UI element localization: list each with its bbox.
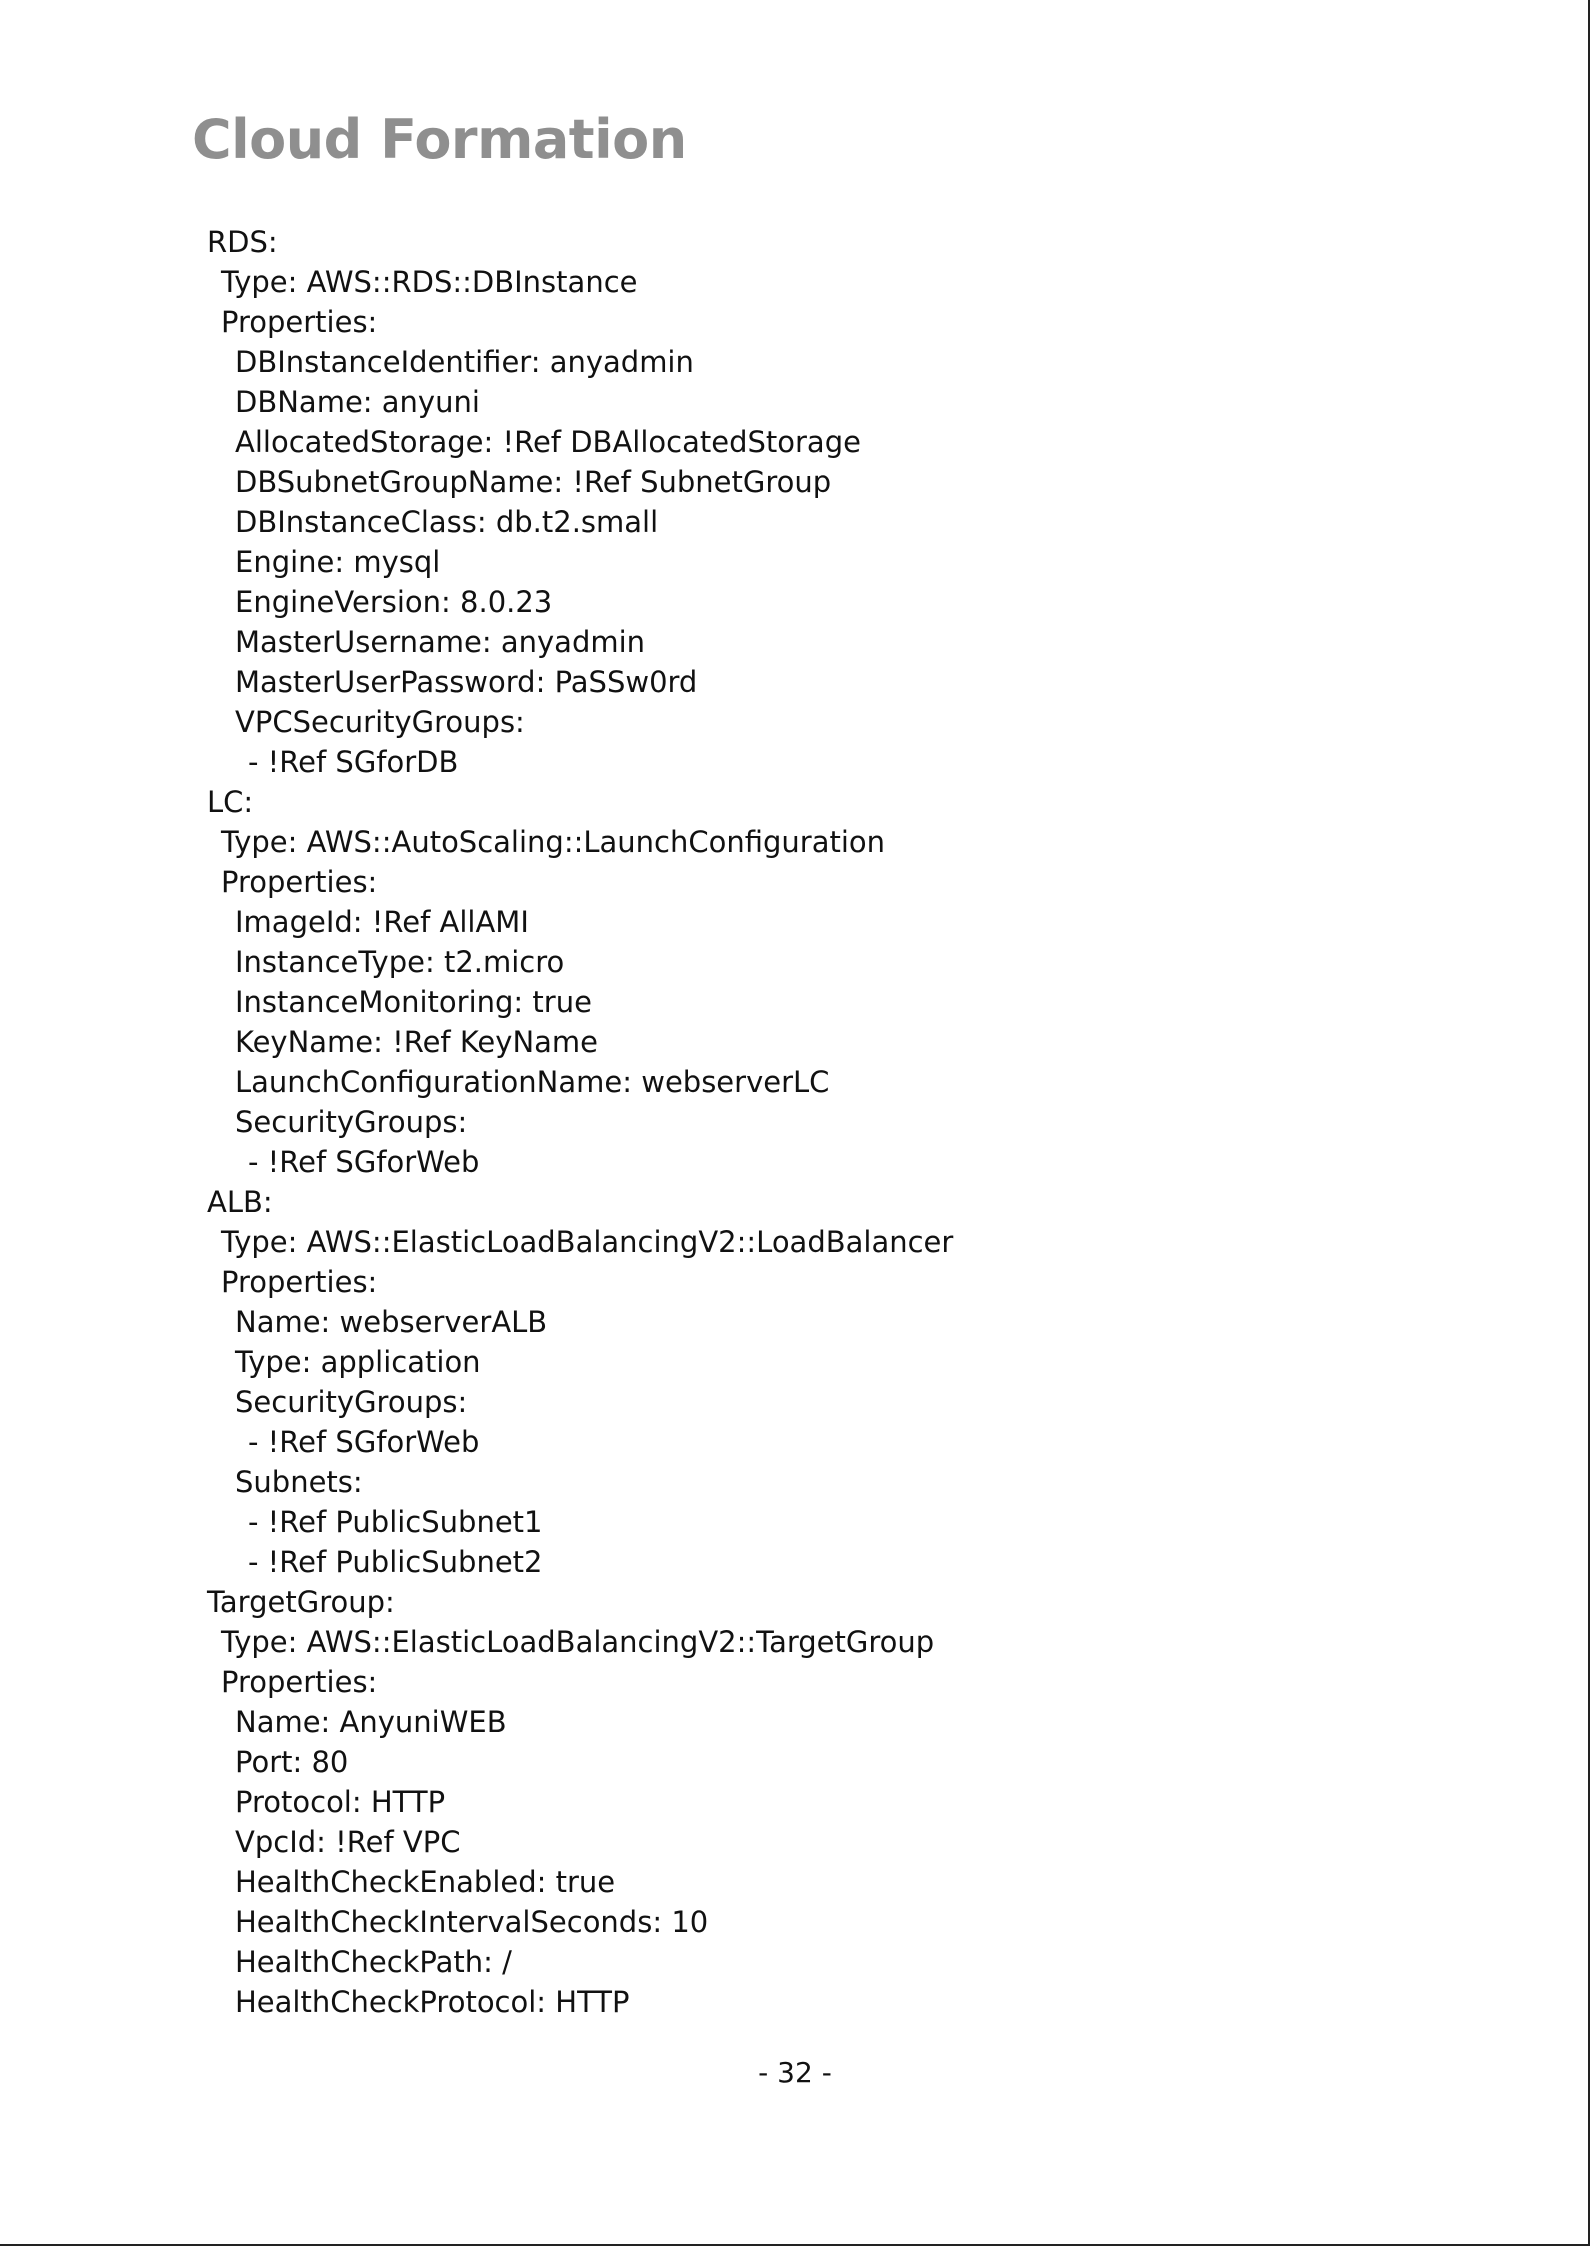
code-line: Properties: xyxy=(221,1665,378,1699)
code-line: Type: application xyxy=(235,1345,481,1379)
code-line: Type: AWS::ElasticLoadBalancingV2::TargetGroup xyxy=(221,1625,935,1659)
code-line: LaunchConfigurationName: webserverLC xyxy=(235,1065,830,1099)
page-title: Cloud Formation xyxy=(192,108,687,171)
code-line: Type: AWS::AutoScaling::LaunchConfiguration xyxy=(221,825,886,859)
code-line: - !Ref PublicSubnet1 xyxy=(248,1505,543,1539)
code-line: KeyName: !Ref KeyName xyxy=(235,1025,598,1059)
code-line: Type: AWS::ElasticLoadBalancingV2::LoadBalancer xyxy=(221,1225,954,1259)
code-line: HealthCheckEnabled: true xyxy=(235,1865,616,1899)
code-line: Properties: xyxy=(221,865,378,899)
code-line: HealthCheckProtocol: HTTP xyxy=(235,1985,630,2019)
page-number: - 32 - xyxy=(758,2056,832,2089)
code-line: HealthCheckIntervalSeconds: 10 xyxy=(235,1905,709,1939)
code-line: VPCSecurityGroups: xyxy=(235,705,525,739)
code-line: SecurityGroups: xyxy=(235,1385,468,1419)
code-line: DBSubnetGroupName: !Ref SubnetGroup xyxy=(235,465,832,499)
code-line: SecurityGroups: xyxy=(235,1105,468,1139)
code-line: LC: xyxy=(207,785,254,819)
code-line: Properties: xyxy=(221,305,378,339)
code-line: HealthCheckPath: / xyxy=(235,1945,512,1979)
code-line: - !Ref PublicSubnet2 xyxy=(248,1545,543,1579)
code-line: InstanceMonitoring: true xyxy=(235,985,592,1019)
code-line: Name: webserverALB xyxy=(235,1305,548,1339)
code-line: DBName: anyuni xyxy=(235,385,480,419)
code-line: Subnets: xyxy=(235,1465,363,1499)
code-line: VpcId: !Ref VPC xyxy=(235,1825,461,1859)
code-line: Port: 80 xyxy=(235,1745,349,1779)
code-block xyxy=(207,222,1407,2022)
code-line: ALB: xyxy=(207,1185,273,1219)
code-line: Type: AWS::RDS::DBInstance xyxy=(221,265,638,299)
code-line: DBInstanceIdentifier: anyadmin xyxy=(235,345,694,379)
code-line: MasterUsername: anyadmin xyxy=(235,625,646,659)
code-line: - !Ref SGforWeb xyxy=(248,1145,480,1179)
code-line: AllocatedStorage: !Ref DBAllocatedStorage xyxy=(235,425,861,459)
code-line: ImageId: !Ref AllAMI xyxy=(235,905,529,939)
code-line: Engine: mysql xyxy=(235,545,441,579)
code-line: Protocol: HTTP xyxy=(235,1785,446,1819)
code-line: - !Ref SGforDB xyxy=(248,745,459,779)
code-line: InstanceType: t2.micro xyxy=(235,945,565,979)
code-line: DBInstanceClass: db.t2.small xyxy=(235,505,659,539)
code-line: TargetGroup: xyxy=(207,1585,395,1619)
code-line: Properties: xyxy=(221,1265,378,1299)
code-line: EngineVersion: 8.0.23 xyxy=(235,585,553,619)
code-line: RDS: xyxy=(207,225,278,259)
code-line: - !Ref SGforWeb xyxy=(248,1425,480,1459)
code-line: Name: AnyuniWEB xyxy=(235,1705,507,1739)
code-line: MasterUserPassword: PaSSw0rd xyxy=(235,665,698,699)
